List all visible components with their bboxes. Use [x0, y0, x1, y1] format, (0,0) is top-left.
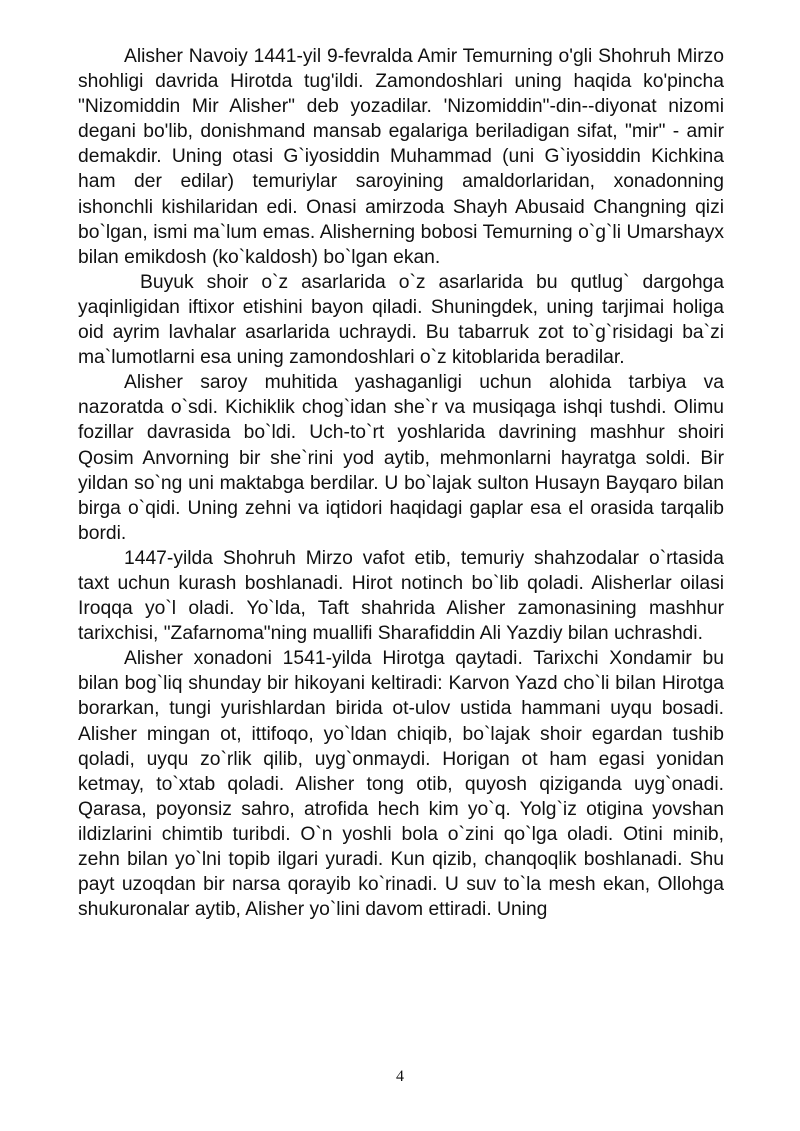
paragraph-1447: 1447-yilda Shohruh Mirzo vafot etib, temuriy shahzodalar o`rtasida taxt uchun kurash boshlanadi. Hirot notinch bo`lib qoladi. Alisherlar oilasi Iroqqa yo`l oladi. Yo`lda, Taft shahrida Alisher zamonasining mashhur tarixchisi, "Zafarnoma"ning muallifi Sharafiddin Ali Yazdiy bilan uchrashdi.: [78, 547, 724, 645]
paragraph-childhood: Alisher saroy muhitida yashaganligi uchun alohida tarbiya va nazoratda o`sdi. Kichiklik chog`idan she`r va musiqaga ishqi tushdi. Olimu fozillar davrasida bo`ldi. Uch-to`rt yoshlarida davrining mashhur shoiri Qosim Anvorning bir she`rini yod aytib, mehmonlarni hayratga soldi. Bir yildan so`ng uni maktabga berdilar. U bo`lajak sulton Husayn Bayqaro bilan birga o`qidi. Uning zehni va iqtidori haqidagi gaplar esa el orasida tarqalib bordi.: [78, 372, 724, 544]
paragraph-great-poet: Buyuk shoir o`z asarlarida o`z asarlarida bu qutlug` dargohga yaqinligidan iftixor etishini bayon qiladi. Shuningdek, uning tarjimai holiga oid ayrim lavhalar asarlarida uchraydi. Bu tabarruk zot to`g`risidagi ba`zi ma`lumotlarni esa uning zamondoshlari o`z kitoblarida beradilar.: [78, 271, 724, 369]
page-number: 4: [396, 1068, 404, 1085]
document-body: [78, 44, 724, 922]
paragraph-return-to-herat: Alisher xonadoni 1541-yilda Hirotga qaytadi. Tarixchi Xondamir bu bilan bog`liq shunday bir hikoyani keltiradi: Karvon Yazd cho`li bilan Hirotga borarkan, tungi yurishlardan birida ot-ulov ustida hammani uyqu bosadi. Alisher mingan ot, ittifoqo, yo`ldan chiqib, bo`lajak shoir egardan tushib qoladi, uyqu zo`rlik qilib, uyg`onmaydi. Horigan ot ham egasi yonidan ketmay, to`xtab qoladi. Alisher tong otib, quyosh qiziganda uyg`onadi. Qarasa, poyonsiz sahro, atrofida hech kim yo`q. Yolg`iz otigina yovshan ildizlarini chimtib turibdi. O`n yoshli bola o`zini qo`lga oladi. Otini minib, zehn bilan yo`lni topib ilgari yuradi. Kun qizib, chanqoqlik boshlanadi. Shu payt uzoqdan bir narsa qorayib ko`rinadi. U suv to`la mesh ekan, Ollohga shukuronalar aytib, Alisher yo`lini davom ettiradi. Uning: [78, 648, 724, 921]
paragraph-birth: Alisher Navoiy 1441-yil 9-fevralda Amir Temurning o'gli Shohruh Mirzo shohligi davrida Hirotda tug'ildi. Zamondoshlari uning haqida ko'pincha "Nizomiddin Mir Alisher" deb yozadilar. 'Nizomiddin"-din--diyonat nizomi degani bo'lib, donishmand mansab egalariga beriladigan sifat, "mir" - amir demakdir. Uning otasi G`iyosiddin Muhammad (uni G`iyosiddin Kichkina ham der edilar) temuriylar saroyining amaldorlaridan, xonadonning ishonchli kishilaridan edi. Onasi amirzoda Shayh Abusaid Changning qizi bo`lgan, ismi ma`lum emas. Alisherning bobosi Temurning o`g`li Umarshayx bilan emikdosh (ko`kaldosh) bo`lgan ekan.: [78, 46, 724, 268]
